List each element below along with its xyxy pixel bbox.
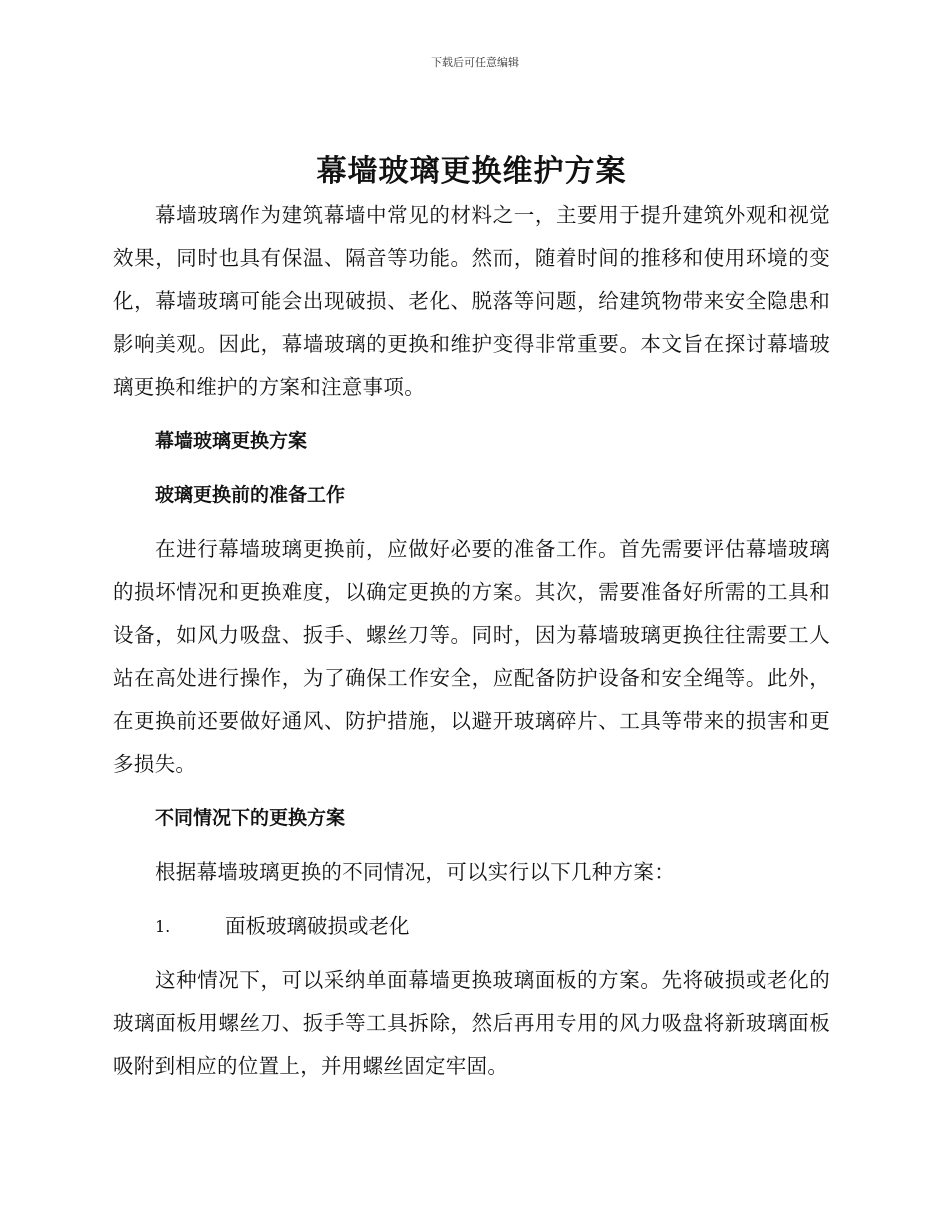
panel-replacement-paragraph: 这种情况下，可以采纳单面幕墙更换玻璃面板的方案。先将破损或老化的玻璃面板用螺丝刀、扳手等工具拆除，然后再用专用的风力吸盘将新玻璃面板吸附到相应的位置上，并用螺丝固定牢固。	[113, 968, 830, 1078]
list-item-number: 1.	[155, 917, 171, 936]
subsection-heading-scenarios: 不同情况下的更换方案	[155, 807, 346, 829]
spacer	[113, 786, 830, 797]
spacer	[113, 409, 830, 420]
scenarios-intro-paragraph: 根据幕墙玻璃更换的不同情况，可以实行以下几种方案：	[155, 860, 675, 884]
intro-paragraph: 幕墙玻璃作为建筑幕墙中常见的材料之一，主要用于提升建筑外观和视觉效果，同时也具有保温、隔音等功能。然而，随着时间的推移和使用环境的变化，幕墙玻璃可能会出现破损、老化、脱落等问题，给建筑物带来安全隐患和影响美观。因此，幕墙玻璃的更换和维护变得非常重要。本文旨在探讨幕墙玻璃更换和维护的方案和注意事项。	[113, 203, 830, 399]
spacer	[113, 517, 830, 528]
spacer	[113, 894, 830, 905]
header-note: 下载后可任意编辑	[431, 56, 519, 69]
list-item-text: 面板玻璃破损或老化	[225, 914, 410, 938]
list-item	[113, 905, 830, 948]
section-heading-replacement-plan: 幕墙玻璃更换方案	[155, 430, 308, 452]
preparation-paragraph: 在进行幕墙玻璃更换前，应做好必要的准备工作。首先需要评估幕墙玻璃的损坏情况和更换难度，以确定更换的方案。其次，需要准备好所需的工具和设备，如风力吸盘、扳手、螺丝刀等。同时，因为幕墙玻璃更换往往需要工人站在高处进行操作，为了确保工作安全，应配备防护设备和安全绳等。此外，在更换前还要做好通风、防护措施，以避开玻璃碎片、工具等带来的损害和更多损失。	[113, 537, 830, 776]
spacer	[113, 948, 830, 959]
spacer	[113, 840, 830, 851]
spacer	[113, 463, 830, 474]
subsection-heading-preparation: 玻璃更换前的准备工作	[155, 484, 346, 506]
document-title: 幕墙玻璃更换维护方案	[316, 154, 627, 189]
document-body	[113, 150, 830, 1088]
